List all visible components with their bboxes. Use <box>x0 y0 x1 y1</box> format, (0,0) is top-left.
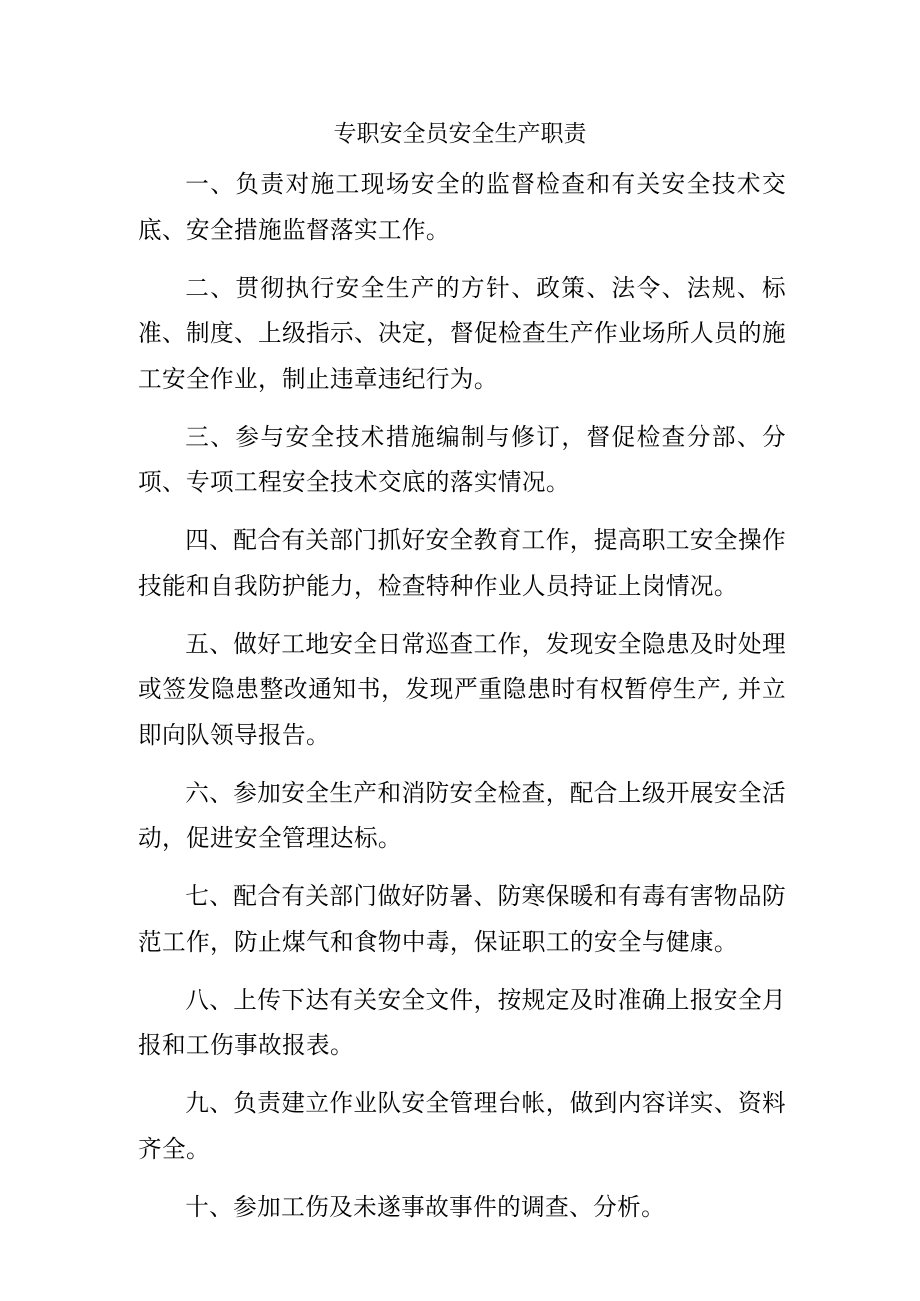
duty-paragraph-5: 五、做好工地安全日常巡查工作，发现安全隐患及时处理或签发隐患整改通知书，发现严重隐患时有权暂停生产, 并立即向队领导报告。 <box>138 629 786 749</box>
duty-paragraph-10: 十、参加工伤及未遂事故事件的调查、分析。 <box>185 1192 666 1221</box>
duty-paragraph-6: 六、参加安全生产和消防安全检查，配合上级开展安全活动，促进安全管理达标。 <box>138 778 786 852</box>
duty-paragraph-3: 三、参与安全技术措施编制与修订，督促检查分部、分项、专项工程安全技术交底的落实情况。 <box>138 422 786 496</box>
duty-paragraph-7: 七、配合有关部门做好防暑、防寒保暖和有毒有害物品防范工作，防止煤气和食物中毒，保证职工的安全与健康。 <box>138 882 786 956</box>
duty-paragraph-8: 八、上传下达有关安全文件，按规定及时准确上报安全月报和工伤事故报表。 <box>138 985 786 1059</box>
document-title: 专职安全员安全生产职责 <box>333 121 587 147</box>
duty-paragraph-4: 四、配合有关部门抓好安全教育工作，提高职工安全操作技能和自我防护能力，检查特种作业人员持证上岗情况。 <box>138 526 786 600</box>
duty-paragraph-9: 九、负责建立作业队安全管理台帐，做到内容详实、资料齐全。 <box>138 1089 786 1163</box>
duty-paragraph-2: 二、贯彻执行安全生产的方针、政策、法令、法规、标准、制度、上级指示、决定，督促检查生产作业场所人员的施工安全作业，制止违章违纪行为。 <box>138 273 786 393</box>
duty-paragraph-1: 一、负责对施工现场安全的监督检查和有关安全技术交底、安全措施监督落实工作。 <box>138 170 786 244</box>
document-body <box>138 162 786 1243</box>
